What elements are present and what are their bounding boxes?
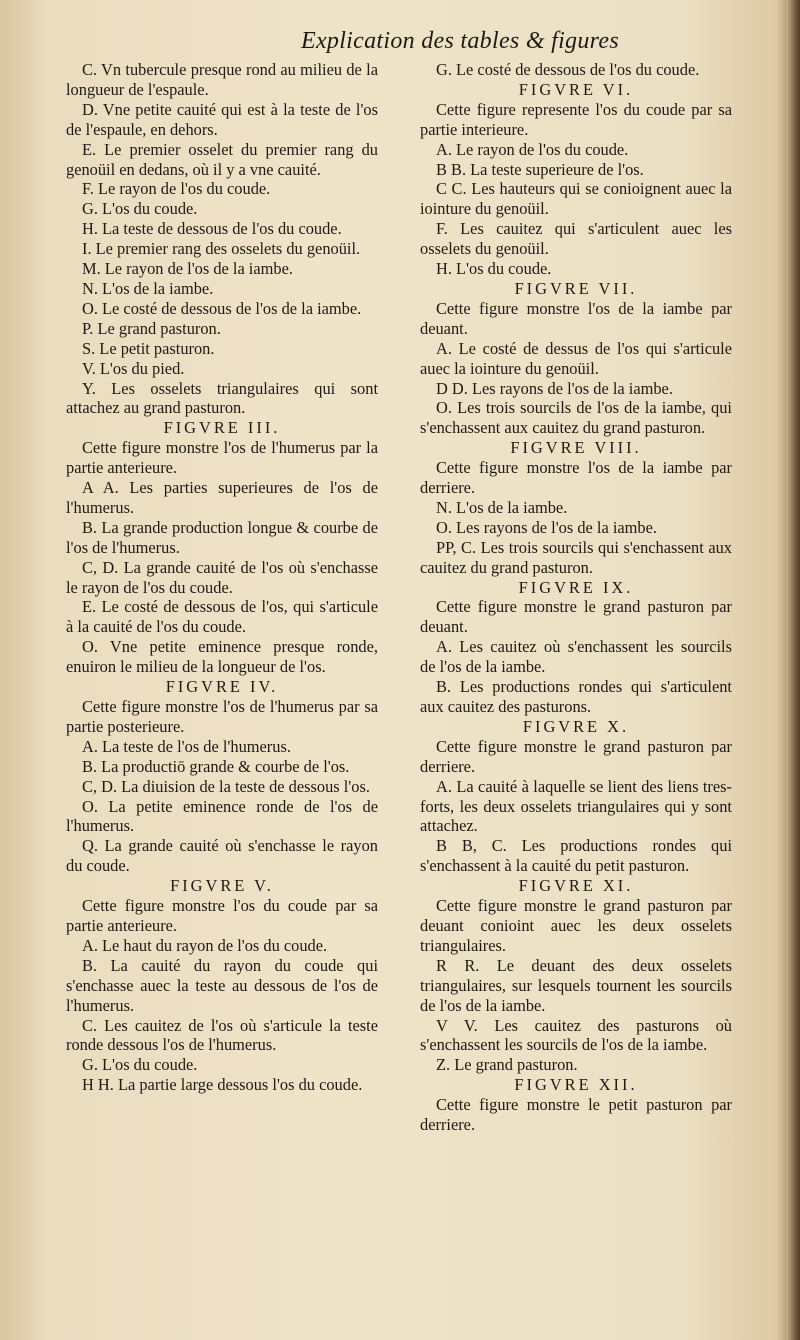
legend-entry: A. La cauité à laquelle se lient des liens tres-forts, les deux osselets triangulaires qui y sont attachez. — [420, 776, 732, 836]
legend-entry: Y. Les osselets triangulaires qui sont attachez au grand pasturon. — [66, 378, 378, 418]
legend-entry: A. Les cauitez où s'enchassent les sourcils de l'os de la iambe. — [420, 637, 732, 677]
legend-entry: V. L'os du pied. — [82, 358, 185, 378]
legend-entry: R R. Le deuant des deux osselets triangulaires, sur lesquels tournent les sourcils de l'os de la iambe. — [420, 955, 732, 1015]
legend-entry: Cette figure monstre l'os de l'humerus par la partie anterieure. — [66, 438, 378, 478]
legend-entry: S. Le petit pasturon. — [82, 338, 215, 358]
legend-entry: H. La teste de dessous de l'os du coude. — [82, 219, 342, 239]
legend-entry: C C. Les hauteurs qui se conioignent auec la iointure du genoüil. — [420, 179, 732, 219]
legend-entry: D. Vne petite cauité qui est à la teste de l'os de l'espaule, en dehors. — [66, 99, 378, 139]
legend-entry: C. Les cauitez de l'os où s'articule la teste ronde dessous l'os de l'humerus. — [66, 1015, 378, 1055]
legend-entry: G. L'os du coude. — [82, 199, 198, 219]
legend-entry: N. L'os de la iambe. — [82, 278, 214, 298]
legend-entry: C, D. La diuision de la teste de dessous l'os. — [82, 776, 370, 796]
legend-entry: A A. Les parties superieures de l'os de l'humerus. — [66, 478, 378, 517]
legend-entry: I. Le premier rang des osselets du genoüil. — [82, 239, 361, 259]
legend-entry: C, D. La grande cauité de l'os où s'enchasse le rayon de l'os du coude. — [66, 557, 378, 597]
legend-entry: O. Les rayons de l'os de la iambe. — [436, 517, 657, 537]
running-header-text: Explication des tables & figures — [300, 28, 619, 54]
figure-heading: FIGVRE V. — [170, 876, 274, 896]
legend-entry: Q. La grande cauité où s'enchasse le rayon du coude. — [66, 836, 378, 876]
legend-entry: F. Les cauitez qui s'articulent auec les osselets du genoüil. — [420, 219, 732, 259]
legend-entry: B B. La teste superieure de l'os. — [436, 159, 644, 179]
legend-entry: B B, C. Les productions rondes qui s'enchassent à la cauité du petit pasturon. — [420, 836, 732, 876]
legend-entry: Cette figure monstre le grand pasturon par deuant. — [420, 597, 732, 637]
legend-entry: M. Le rayon de l'os de la iambe. — [82, 259, 293, 279]
legend-entry: B. Les productions rondes qui s'articulent aux cauitez des pasturons. — [420, 677, 732, 716]
figure-heading: FIGVRE VI. — [518, 79, 634, 99]
figure-heading: FIGVRE III. — [163, 418, 281, 438]
legend-entry: Cette figure monstre l'os du coude par sa partie anterieure. — [66, 896, 378, 935]
page-edge — [786, 0, 800, 1340]
legend-entry: Cette figure represente l'os du coude par sa partie interieure. — [420, 99, 732, 139]
legend-entry: F. Le rayon de l'os du coude. — [82, 179, 271, 199]
figure-heading: FIGVRE XII. — [514, 1075, 638, 1095]
legend-entry: A. Le rayon de l'os du coude. — [436, 139, 629, 159]
legend-entry: V V. Les cauitez des pasturons où s'enchassent les sourcils de l'os de la iambe. — [420, 1015, 732, 1055]
figure-heading: FIGVRE XI. — [518, 876, 634, 896]
legend-entry: B. La cauité du rayon du coude qui s'enchasse auec la teste au dessous de l'os de l'humerus. — [66, 955, 378, 1015]
legend-entry: O. Le costé de dessous de l'os de la iambe. — [82, 298, 362, 318]
legend-entry: O. Les trois sourcils de l'os de la iambe, qui s'enchassent aux cauitez du grand pasturon. — [420, 398, 732, 438]
legend-entry: Z. Le grand pasturon. — [436, 1055, 578, 1075]
legend-entry: G. Le costé de dessous de l'os du coude. — [436, 60, 700, 79]
figure-heading: FIGVRE IV. — [165, 677, 279, 697]
legend-entry: A. La teste de l'os de l'humerus. — [82, 736, 291, 756]
legend-entry: H. L'os du coude. — [436, 259, 552, 279]
legend-entry: A. Le haut du rayon de l'os du coude. — [82, 935, 328, 955]
legend-entry: N. L'os de la iambe. — [436, 497, 568, 517]
legend-entry: Cette figure monstre le grand pasturon par deuant conioint auec les deux osselets triangulaires. — [420, 896, 732, 955]
legend-entry: B. La productiō grande & courbe de l'os. — [82, 756, 350, 776]
legend-entry: D D. Les rayons de l'os de la iambe. — [436, 378, 673, 398]
legend-entry: Cette figure monstre le petit pasturon par derriere. — [420, 1095, 732, 1135]
legend-entry: A. Le costé de dessus de l'os qui s'articule auec la iointure du genoüil. — [420, 338, 732, 378]
legend-entry: H H. La partie large dessous l'os du coude. — [82, 1075, 363, 1095]
left-column — [66, 60, 378, 1095]
legend-entry: Cette figure monstre le grand pasturon par derriere. — [420, 736, 732, 776]
legend-entry: P. Le grand pasturon. — [82, 318, 221, 338]
legend-entry: G. L'os du coude. — [82, 1055, 198, 1075]
legend-entry: Cette figure monstre l'os de la iambe par derriere. — [420, 458, 732, 498]
legend-entry: E. Le premier osselet du premier rang du genoüil en dedans, où il y a vne cauité. — [66, 139, 378, 179]
figure-heading: FIGVRE X. — [522, 716, 630, 736]
figure-heading: FIGVRE IX. — [518, 577, 634, 597]
legend-entry: E. Le costé de dessous de l'os, qui s'articule à la cauité de l'os du coude. — [66, 597, 378, 637]
legend-entry: C. Vn tubercule presque rond au milieu de la longueur de l'espaule. — [66, 60, 378, 99]
legend-entry: Cette figure monstre l'os de l'humerus par sa partie posterieure. — [66, 697, 378, 736]
right-column — [420, 60, 732, 1135]
legend-entry: O. Vne petite eminence presque ronde, enuiron le milieu de la longueur de l'os. — [66, 637, 378, 677]
legend-entry: O. La petite eminence ronde de l'os de l'humerus. — [66, 796, 378, 836]
legend-entry: PP, C. Les trois sourcils qui s'enchassent aux cauitez du grand pasturon. — [420, 537, 732, 577]
legend-entry: B. La grande production longue & courbe de l'os de l'humerus. — [66, 517, 378, 557]
legend-entry: Cette figure monstre l'os de la iambe par deuant. — [420, 298, 732, 338]
figure-heading: FIGVRE VIII. — [510, 438, 642, 458]
running-header — [0, 28, 800, 55]
figure-heading: FIGVRE VII. — [514, 278, 638, 298]
